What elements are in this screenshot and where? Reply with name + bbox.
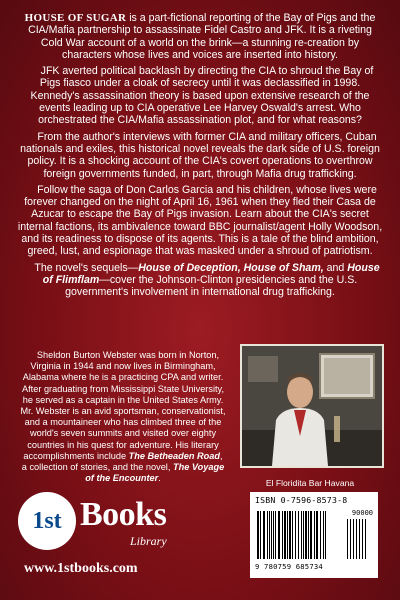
publisher-website[interactable]: www.1stbooks.com xyxy=(24,561,138,576)
author-photo-illustration xyxy=(242,346,382,466)
barcode-digits: 9 780759 685734 xyxy=(255,562,323,571)
barcode-bar xyxy=(308,511,309,559)
author-photo xyxy=(240,344,384,468)
barcode-bar xyxy=(323,511,324,559)
barcode-bar xyxy=(284,511,286,559)
synopsis-text: is a part-fictional reporting of the Bay of Pigs and the CIA/Mafia partnership to assassinate Fidel Castro and JFK. It is a riveting Cold War account of a world on the brink—a stunning re-creation by characters whose lives and voices are inserted into history. xyxy=(28,12,376,61)
barcode-bar xyxy=(353,519,354,559)
price-code: 90000 xyxy=(351,509,373,517)
barcode-bar xyxy=(292,511,293,559)
synopsis-paragraph xyxy=(16,12,384,61)
barcode-bar xyxy=(269,511,270,559)
barcode-bar xyxy=(278,511,280,559)
barcode-bar xyxy=(303,511,304,559)
barcode-bar xyxy=(362,519,363,559)
barcode-bar xyxy=(316,511,318,559)
barcode-bar xyxy=(320,511,321,559)
barcode-bar xyxy=(295,511,296,559)
synopsis-paragraph: From the author's interviews with former CIA and military officers, Cuban nationals and exiles, this historical novel reveals the dark side of U.S. foreign policy. It is a shocking account of the CIA's covert operations to overthrow foreign governments funded, in part, through Mafia drug trafficking. xyxy=(20,130,380,180)
synopsis-paragraph xyxy=(16,262,384,299)
barcode-bar xyxy=(273,511,274,559)
barcode-bar xyxy=(287,511,288,559)
barcode-bar xyxy=(260,511,261,559)
barcode-bar xyxy=(257,511,259,559)
barcode-bar xyxy=(282,511,283,559)
isbn-text: ISBN 0-7596-8573-8 xyxy=(255,495,348,505)
barcode-bar xyxy=(271,511,272,559)
logo-circle: 1st xyxy=(18,492,76,550)
sequel-titles: House of Deception, House of Sham, xyxy=(138,261,324,274)
barcode-bar xyxy=(289,511,291,559)
barcode-bar xyxy=(263,511,265,559)
bio-mid: , a collection of stories, and the novel, xyxy=(21,450,223,473)
sequel-title: House of Flimflam xyxy=(42,261,380,286)
logo-subtitle: Library xyxy=(130,534,167,548)
barcode-bar xyxy=(359,519,360,559)
barcode-graphic xyxy=(255,507,373,561)
barcode-bar xyxy=(298,511,299,559)
synopsis-paragraph: Follow the saga of Don Carlos Garcia and his children, whose lives were forever changed on the night of April 16, 1961 when they fled their Casa de Azucar to escape the Bay of Pigs invasion. Learn about the CIA's secret internal factions, its ambivalence toward BBC journalist/agent Holly Woodson, and its readiness to dispose of its agents. This is a tale of the blind ambition, greed, lust, and espionage that was masked under a shroud of patriotism. xyxy=(17,183,383,258)
barcode-bar xyxy=(275,511,276,559)
barcode-bar xyxy=(267,511,268,559)
barcode-bar xyxy=(325,511,326,559)
bio-end: . xyxy=(158,473,161,484)
sequel-and: and xyxy=(323,261,348,274)
synopsis xyxy=(16,12,384,303)
publisher-logo xyxy=(18,492,228,554)
sequels-text: —cover the Johnson-Clinton presidencies and the U.S. government's involvement in international drug trafficking. xyxy=(65,273,358,299)
barcode-bar xyxy=(350,519,351,559)
bio-book-2: The Voyage of the Encounter xyxy=(85,462,225,484)
bio-book-1: The Betheaden Road xyxy=(128,450,221,461)
barcode-bar xyxy=(305,511,307,559)
sequels-intro: The novel's sequels— xyxy=(34,261,139,274)
book-title: HOUSE OF SUGAR xyxy=(24,12,127,24)
barcode-bar xyxy=(310,511,312,559)
logo-wordmark: Books xyxy=(80,496,167,533)
barcode-bar xyxy=(365,519,366,559)
barcode-bar xyxy=(347,519,348,559)
bio-text: Sheldon Burton Webster was born in Norton, Virginia in 1944 and now lives in Birmingham, Alabama where he is a practicing CPA and writer. After graduating from Mississippi State University, he served as a captain in the United States Army. Mr. Webster is an avid sportsman, conservationist, and a mountaineer who has climbed three of the world's seven summits and visited over eighty countries in his quest for adventure. His literary accomplishments include xyxy=(20,350,226,461)
barcode-bar xyxy=(314,511,315,559)
barcode-box xyxy=(250,492,378,578)
author-bio xyxy=(20,350,226,484)
synopsis-paragraph: JFK averted political backlash by directing the CIA to shroud the Bay of Pigs fiasco under a cloak of secrecy until it was declassified in 1998. Kennedy's assassination theory is based upon extensive research of the events leading up to CIA operative Lee Harvey Oswald's arrest. Who orchestrated the CIA/Mafia assassination plot, and for what reasons? xyxy=(30,65,374,127)
barcode-bar xyxy=(301,511,302,559)
bio-paragraph xyxy=(20,350,226,484)
barcode-bar xyxy=(356,519,357,559)
photo-caption: El Floridita Bar Havana xyxy=(265,478,355,488)
